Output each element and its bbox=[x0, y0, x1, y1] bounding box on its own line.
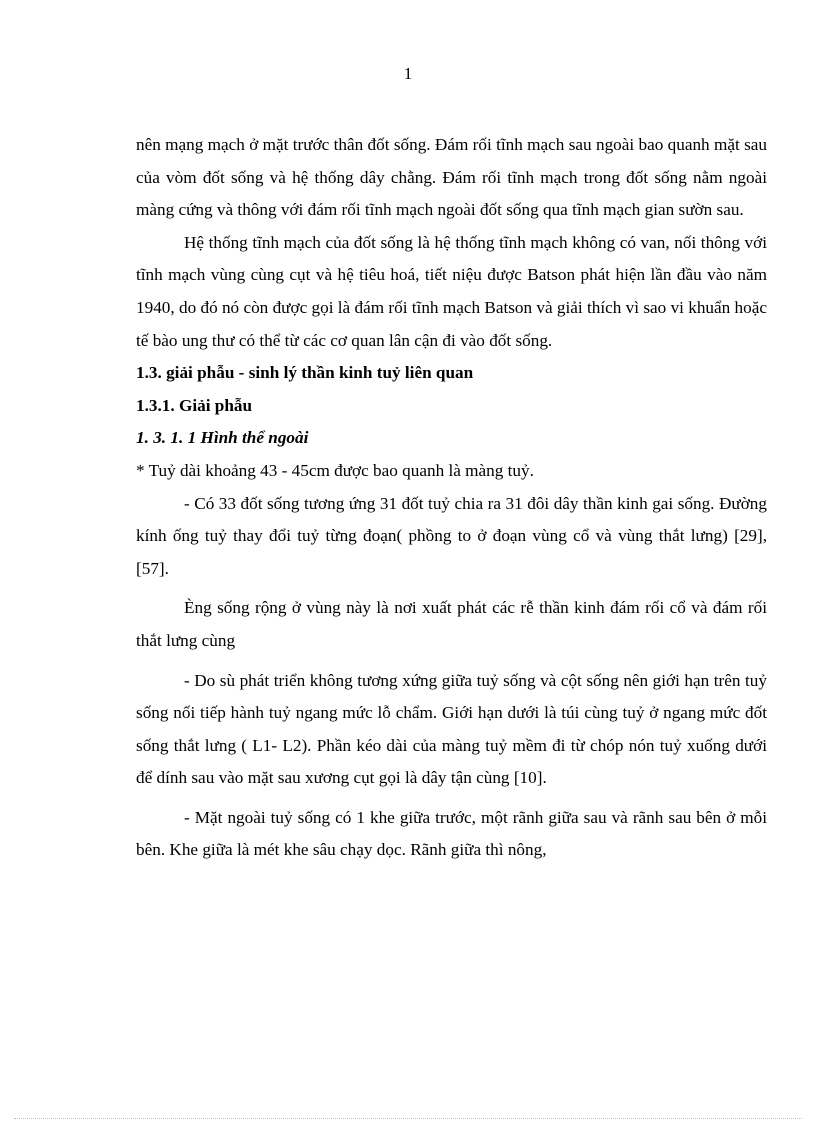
paragraph: nên mạng mạch ở mặt trước thân đốt sống. Đám rối tĩnh mạch sau ngoài bao quanh mặt sau của vòm đốt sống và hệ thống dây chằng. Đám rối tĩnh mạch trong đốt sống nằm ngoài màng cứng và thông với đám rối tĩnh mạch ngoài đốt sống qua tĩnh mạch gian sườn sau. bbox=[136, 135, 767, 220]
subsubsection-heading: 1. 3. 1. 1 Hình thể ngoài bbox=[136, 428, 309, 448]
paragraph: Hệ thống tĩnh mạch của đốt sống là hệ thống tĩnh mạch không có van, nối thông với tĩnh mạch vùng cùng cụt và hệ tiêu hoá, tiết niệu được Batson phát hiện lần đầu vào năm 1940, do đó nó còn được gọi là đám rối tĩnh mạch Batson và giải thích vì sao vi khuẩn hoặc tế bào ung thư có thể từ các cơ quan lân cận đi vào đốt sống. bbox=[136, 232, 767, 350]
paragraph: Èng sống rộng ở vùng này là nơi xuất phát các rễ thần kinh đám rối cổ và đám rối thắt lưng cùng bbox=[136, 598, 767, 650]
subsection-heading: 1.3.1. Giải phẫu bbox=[136, 395, 253, 415]
paragraph: - Mặt ngoài tuỷ sống có 1 khe giữa trước, một rãnh giữa sau và rãnh sau bên ở mỗi bên. Khe giữa là mét khe sâu chạy dọc. Rãnh giữa thì nông, bbox=[136, 807, 767, 860]
paragraph: - Do sù phát triển không tương xứng giữa tuỷ sống và cột sống nên giới hạn trên tuỷ sống nối tiếp hành tuỷ ngang mức lỗ chẩm. Giới hạn dưới là túi cùng tuỷ ở ngang mức đốt sống thắt lưng ( L1- L2). Phần kéo dài của màng tuỷ mềm đi từ chóp nón tuỷ xuống dưới để dính sau vào mặt sau xương cụt gọi là dây tận cùng [10]. bbox=[136, 670, 767, 788]
paragraph: - Có 33 đốt sống tương ứng 31 đốt tuỷ chia ra 31 đôi dây thần kinh gai sống. Đường kính ống tuỷ thay đổi tuỷ từng đoạn( phồng to ở đoạn vùng cổ và vùng thắt lưng) [29], [57]. bbox=[136, 493, 767, 578]
document-body bbox=[136, 129, 767, 867]
paragraph: * Tuỷ dài khoảng 43 - 45cm được bao quanh là màng tuỷ. bbox=[136, 460, 534, 480]
section-heading: 1.3. giải phẫu - sinh lý thần kinh tuỷ liên quan bbox=[136, 363, 474, 383]
page-number: 1 bbox=[403, 64, 413, 83]
page-bottom-border bbox=[14, 1118, 802, 1119]
